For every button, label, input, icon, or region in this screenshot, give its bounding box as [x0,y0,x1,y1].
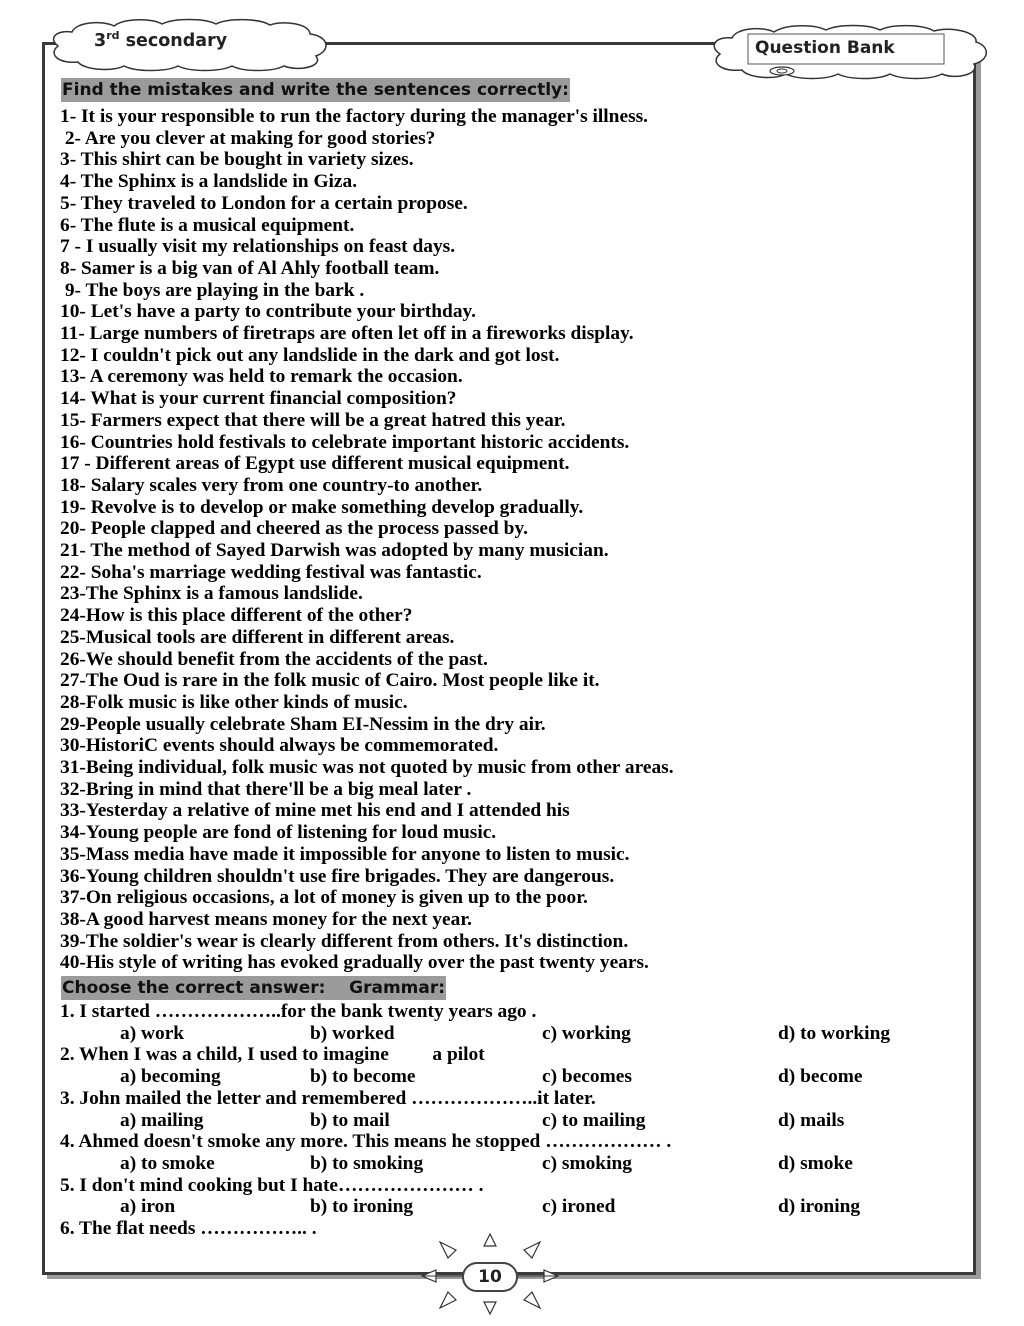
answer-option-c[interactable]: c) becomes [542,1066,632,1088]
mistake-item: 18- Salary scales very from one country-to another. [60,474,483,496]
mistake-item: 29-People usually celebrate Sham EI-Nessim in the dry air. [60,713,546,735]
mistake-item: 2- Are you clever at making for good stories? [60,127,436,149]
question-text: 2. When I was a child, I used to imagine a pilot [60,1044,485,1066]
mistake-item: 12- I couldn't pick out any landslide in the dark and got lost. [60,344,560,366]
mistake-item: 34-Young people are fond of listening for loud music. [60,822,497,844]
answer-option-b[interactable]: b) to become [310,1066,416,1088]
section-heading-choose: Choose the correct answer: Grammar: [62,978,446,998]
answer-option-b[interactable]: b) to mail [310,1109,390,1131]
mistake-item: 8- Samer is a big van of Al Ahly football team. [60,257,440,279]
mistake-item: 38-A good harvest means money for the next year. [60,908,473,930]
answer-option-b[interactable]: b) to ironing [310,1196,414,1218]
mistake-item: 23-The Sphinx is a famous landslide. [60,583,363,605]
answer-option-a[interactable]: a) becoming [120,1066,221,1088]
grade-label: 3rd secondary [94,29,228,51]
answer-option-a[interactable]: a) work [120,1022,185,1044]
answer-option-a[interactable]: a) to smoke [120,1152,215,1174]
mistake-item: 30-HistoriC events should always be commemorated. [60,735,499,757]
answer-option-c[interactable]: c) ironed [542,1196,616,1218]
mistake-item: 20- People clapped and cheered as the process passed by. [60,518,528,540]
mistake-item: 7 - I usually visit my relationships on feast days. [60,236,456,258]
mistake-item: 5- They traveled to London for a certain propose. [60,192,468,214]
mistake-item: 33-Yesterday a relative of mine met his end and I attended his [60,800,570,822]
mistake-item: 19- Revolve is to develop or make something develop gradually. [60,496,584,518]
mistake-item: 31-Being individual, folk music was not quoted by music from other areas. [60,757,674,778]
mistake-item: 21- The method of Sayed Darwish was adopted by many musician. [60,540,609,561]
answer-option-a[interactable]: a) iron [120,1196,176,1218]
mistake-item: 22- Soha's marriage wedding festival was fantastic. [60,561,482,583]
answer-option-d[interactable]: d) ironing [778,1196,861,1218]
answer-option-b[interactable]: b) to smoking [310,1152,424,1174]
mistake-item: 24-How is this place different of the other? [60,605,413,627]
mistake-item: 40-His style of writing has evoked gradually over the past twenty years. [60,952,649,974]
mistake-item: 27-The Oud is rare in the folk music of Cairo. Most people like it. [60,670,600,692]
mistake-item: 15- Farmers expect that there will be a great hatred this year. [60,409,566,431]
question-text: 1. I started ………………..for the bank twenty years ago . [60,1001,537,1022]
answer-option-d[interactable]: d) mails [778,1109,845,1131]
mistake-item: 14- What is your current financial composition? [60,388,457,410]
answer-option-d[interactable]: d) become [778,1066,863,1088]
mistake-item: 11- Large numbers of firetraps are often let off in a fireworks display. [60,323,634,344]
mistake-item: 37-On religious occasions, a lot of money is given up to the poor. [60,887,588,909]
question-text: 5. I don't mind cooking but I hate………………… . [60,1174,484,1196]
mistake-item: 6- The flute is a musical equipment. [60,214,355,236]
mistake-item: 1- It is your responsible to run the factory during the manager's illness. [60,106,649,127]
question-text: 6. The flat needs …………….. . [60,1218,317,1239]
answer-option-d[interactable]: d) to working [778,1022,891,1044]
answer-option-a[interactable]: a) mailing [120,1109,204,1131]
page-number: 10 [462,1262,518,1292]
mistake-item: 35-Mass media have made it impossible for anyone to listen to music. [60,843,630,865]
answer-option-c[interactable]: c) smoking [542,1152,632,1174]
mistake-item: 10- Let's have a party to contribute your birthday. [60,301,476,323]
section-heading-mistakes: Find the mistakes and write the sentences correctly: [62,80,569,100]
answer-option-d[interactable]: d) smoke [778,1152,853,1174]
mistake-item: 16- Countries hold festivals to celebrate important historic accidents. [60,431,630,453]
mistake-item: 28-Folk music is like other kinds of music. [60,691,408,713]
answer-option-c[interactable]: c) to mailing [542,1109,646,1131]
mistake-item: 39-The soldier's wear is clearly different from others. It's distinction. [60,930,629,952]
question-bank-label: Question Bank [755,38,895,58]
mistake-item: 36-Young children shouldn't use fire brigades. They are dangerous. [60,865,615,887]
mistake-item: 4- The Sphinx is a landslide in Giza. [60,171,358,193]
mistake-item: 25-Musical tools are different in different areas. [60,626,455,648]
mistake-item: 13- A ceremony was held to remark the occasion. [60,366,463,388]
mistake-item: 26-We should benefit from the accidents of the past. [60,648,488,670]
mistake-item: 9- The boys are playing in the bark . [60,279,365,301]
question-text: 3. John mailed the letter and remembered ………………..it later. [60,1087,596,1109]
question-text: 4. Ahmed doesn't smoke any more. This means he stopped ……………… . [60,1131,672,1153]
mistake-item: 32-Bring in mind that there'll be a big meal later . [60,778,472,800]
answer-option-c[interactable]: c) working [542,1022,631,1044]
answer-option-b[interactable]: b) worked [310,1022,395,1044]
mistake-item: 3- This shirt can be bought in variety sizes. [60,149,414,171]
mistake-item: 17 - Different areas of Egypt use different musical equipment. [60,453,570,475]
